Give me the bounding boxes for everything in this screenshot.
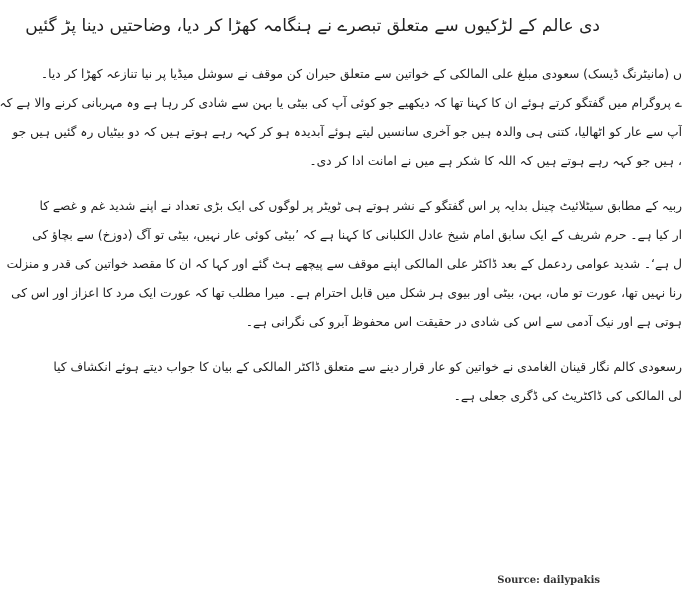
text-line: لی المالکی کی ڈاکٹریٹ کی ڈگری جعلی ہے۔	[453, 389, 682, 403]
text-line: ں (مانیٹرنگ ڈیسک) سعودی مبلغ علی المالکی کے خواتین سے متعلق حیران کن موقف نے سوشل میڈیا پر نیا تنازعہ کھڑا کر دیا۔	[41, 67, 682, 81]
article-paragraph	[0, 353, 682, 411]
article-body	[0, 60, 682, 411]
text-line: ل ہے‘۔ شدید عوامی ردعمل کے بعد ڈاکٹر علی المالکی اپنے موقف سے پیچھے ہٹ گئے اور کہا کہ ان کا مقصد خواتین کی قدر و منزلت	[6, 257, 682, 271]
paragraph-spacer	[0, 176, 682, 192]
text-line: ربیہ کے مطابق سیٹلائیٹ چینل بدایہ پر اس گفتگو کے نشر ہوتے ہی ٹویٹر پر لوگوں کی ایک بڑی تعداد نے اپنے شدید غم و غصے کا	[39, 199, 682, 213]
text-line: ، ہیں جو کہہ رہے ہوتے ہیں کہ اللہ کا شکر ہے میں نے امانت ادا کر دی۔	[309, 154, 682, 168]
text-line: رنا نہیں تھا، عورت تو ماں، بہن، بیٹی اور بیوی ہر شکل میں قابل احترام ہے۔ میرا مطلب تھا کہ عورت ایک مرد کا اعزاز اور اس کی	[11, 286, 682, 300]
article-paragraph	[0, 60, 682, 176]
source-credit: Source: dailypakis	[497, 575, 600, 586]
text-line: رسعودی کالم نگار قینان الغامدی نے خواتین کو عار قرار دینے سے متعلق ڈاکٹر المالکی کے بیان کا جواب دیتے ہوئے انکشاف کیا	[53, 360, 682, 374]
text-line: ار کیا ہے۔ حرم شریف کے ایک سابق امام شیخ عادل الکلبانی کا کہنا ہے کہ ’بیٹی کوئی عار نہیں، بیٹی تو آگ (دوزخ) سے بچاؤ کی	[32, 228, 682, 242]
text-line: ہوتی ہے اور نیک آدمی سے اس کی شادی در حقیقت اس محفوظ آبرو کی نگرانی ہے۔	[245, 315, 682, 329]
article-headline: دی عالم کے لڑکیوں سے متعلق تبصرے نے ہنگامہ کھڑا کر دیا، وضاحتیں دینا پڑ گئیں	[25, 16, 600, 36]
text-line: ے پروگرام میں گفتگو کرتے ہوئے ان کا کہنا تھا کہ دیکھیے جو کوئی آپ کی بیٹی یا بہن سے شادی کر رہا ہے وہ مہربانی کرنے والا ہے کہ	[0, 96, 682, 110]
article-paragraph	[0, 192, 682, 337]
text-line: آپ سے عار کو اٹھالیا، کتنی ہی والدہ ہیں جو آخری سانسیں لیتے ہوئے آبدیدہ ہو کر کہہ رہے ہوتے ہیں کہ دو بیٹیاں رہ گئیں ہیں جو	[12, 125, 682, 139]
paragraph-spacer	[0, 337, 682, 353]
